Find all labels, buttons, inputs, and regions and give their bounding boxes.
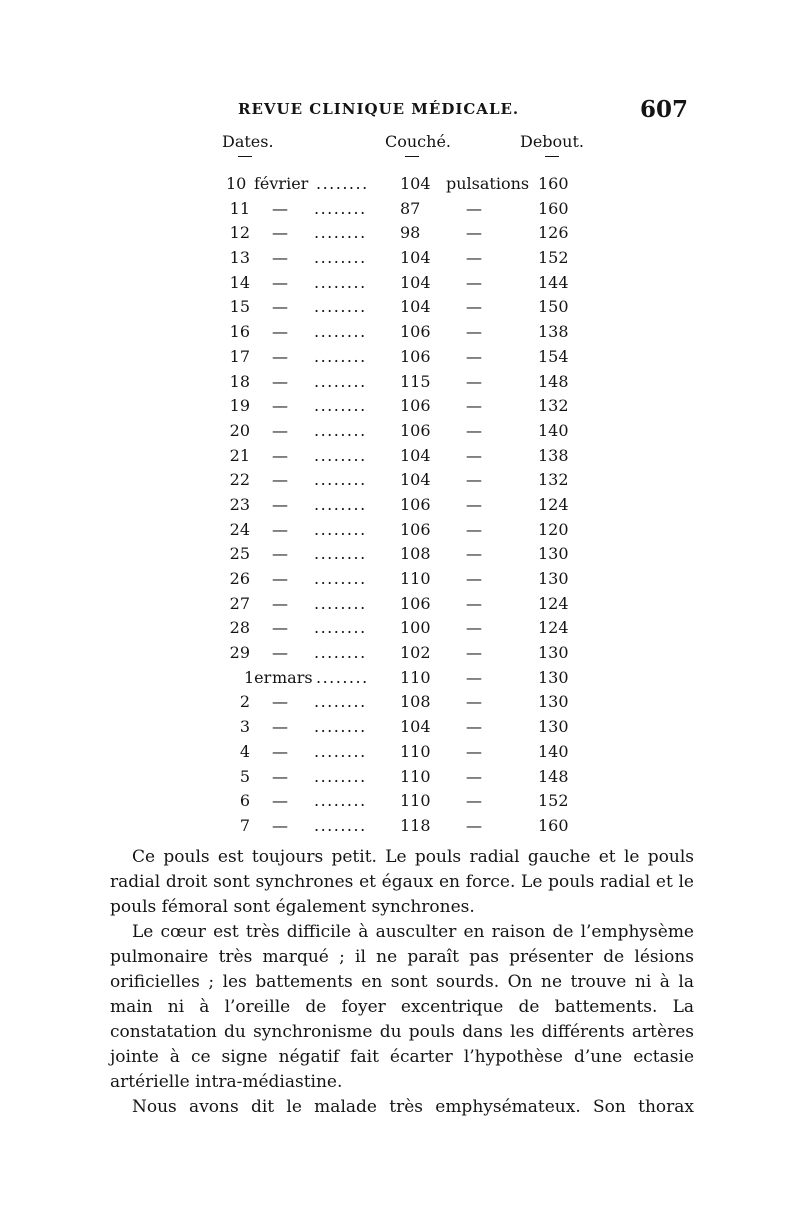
ditto-mark: — <box>466 717 482 737</box>
value-couche: 106 <box>400 519 431 539</box>
date-month: février <box>254 174 309 193</box>
table-row <box>0 816 800 841</box>
ditto-mark: — <box>466 741 482 761</box>
ditto-mark: — <box>466 470 482 490</box>
dot-leader: ........ <box>314 396 367 416</box>
ditto-mark: — <box>272 494 288 514</box>
ditto-mark: — <box>272 420 288 440</box>
value-debout: 130 <box>538 667 569 687</box>
ditto-mark: — <box>272 643 288 663</box>
ditto-mark: — <box>272 396 288 416</box>
date-day: 29 <box>229 643 250 663</box>
paragraph: Nous avons dit le malade très emphysémateux. Son thorax <box>132 1097 694 1117</box>
table-row <box>0 692 800 717</box>
table-row <box>0 248 800 273</box>
column-header-debout: Debout. <box>520 132 584 151</box>
date-day: 27 <box>229 593 250 613</box>
date-day: 23 <box>229 494 250 514</box>
table-row <box>0 618 800 643</box>
ditto-mark: — <box>466 272 482 292</box>
value-couche: 104 <box>400 174 431 193</box>
ditto-mark: — <box>272 371 288 391</box>
value-couche: 115 <box>400 371 431 391</box>
date-day: 17 <box>229 346 250 366</box>
value-couche: 106 <box>400 420 431 440</box>
ditto-mark: — <box>466 593 482 613</box>
table-row <box>0 372 800 397</box>
dot-leader: ........ <box>316 667 369 687</box>
ditto-mark: — <box>272 272 288 292</box>
table-row <box>0 520 800 545</box>
ditto-mark: — <box>466 544 482 564</box>
ditto-mark: — <box>466 643 482 663</box>
ditto-mark: — <box>466 791 482 811</box>
header-rule-dates <box>238 156 252 157</box>
dot-leader: ........ <box>314 223 367 243</box>
date-day: 19 <box>229 396 250 416</box>
body-text <box>110 845 694 1120</box>
dot-leader: ........ <box>314 346 367 366</box>
value-debout: 148 <box>538 371 569 391</box>
date-day: 24 <box>229 519 250 539</box>
dot-leader: ........ <box>314 544 367 564</box>
dot-leader: ........ <box>314 445 367 465</box>
value-debout: 130 <box>538 717 569 737</box>
ditto-mark: — <box>466 420 482 440</box>
ditto-mark: — <box>466 569 482 588</box>
value-debout: 150 <box>538 297 569 317</box>
ditto-mark: — <box>466 371 482 391</box>
value-couche: 104 <box>400 297 431 317</box>
ditto-mark: — <box>272 223 288 243</box>
date-day: 13 <box>229 248 250 268</box>
value-couche: 110 <box>400 741 431 761</box>
date-day: 15 <box>229 297 250 317</box>
dot-leader: ........ <box>314 494 367 514</box>
date-day: 26 <box>229 569 250 588</box>
value-couche: 106 <box>400 396 431 416</box>
table-row <box>0 174 800 199</box>
paragraph: Le cœur est très difficile à ausculter en raison de l’emphysème pulmonaire très marqué ; il ne paraît pas présenter de lésions orificielles ; les battements en sont sourds. On ne trouve ni à la main ni à l’oreille de foyer excentrique de battements. La constatation du synchronisme du pouls dans les différents artères jointe à ce signe négatif fait écarter l’hypothèse d’une ectasie artérielle intra-médiastine. <box>110 922 694 1092</box>
paragraph: Ce pouls est toujours petit. Le pouls radial gauche et le pouls radial droit sont synchrones et égaux en force. Le pouls radial et le pouls fémoral sont également synchrones. <box>110 847 694 917</box>
ditto-mark: — <box>272 618 288 638</box>
table-row <box>0 495 800 520</box>
ditto-mark: — <box>272 569 288 588</box>
ditto-mark: — <box>272 322 288 342</box>
value-couche: 104 <box>400 445 431 465</box>
value-debout: 152 <box>538 248 569 268</box>
date-day: 21 <box>229 445 250 465</box>
ditto-mark: — <box>466 198 482 218</box>
dot-leader: ........ <box>314 815 367 835</box>
running-head <box>0 96 800 126</box>
ditto-mark: — <box>272 544 288 564</box>
ditto-mark: — <box>466 494 482 514</box>
ditto-mark: — <box>466 445 482 465</box>
ditto-mark: — <box>466 396 482 416</box>
ditto-mark: — <box>466 519 482 539</box>
table-row <box>0 569 800 594</box>
ditto-mark: — <box>272 297 288 317</box>
ditto-mark: — <box>272 445 288 465</box>
value-debout: 130 <box>538 569 569 588</box>
value-couche: 108 <box>400 544 431 564</box>
header-rule-couche <box>405 156 419 157</box>
value-couche: 100 <box>400 618 431 638</box>
dot-leader: ........ <box>316 174 369 193</box>
column-header-couche: Couché. <box>385 132 451 151</box>
ditto-mark: — <box>272 593 288 613</box>
table-row <box>0 421 800 446</box>
ditto-mark: — <box>272 815 288 835</box>
date-day: 28 <box>229 618 250 638</box>
value-couche: 110 <box>400 766 431 786</box>
value-couche: 98 <box>400 223 421 243</box>
date-day: 12 <box>229 223 250 243</box>
value-couche: 102 <box>400 643 431 663</box>
date-day: 20 <box>229 420 250 440</box>
value-debout: 132 <box>538 396 569 416</box>
table-row <box>0 791 800 816</box>
value-debout: 120 <box>538 519 569 539</box>
running-title: REVUE CLINIQUE MÉDICALE. <box>238 100 520 118</box>
ditto-mark: — <box>272 692 288 712</box>
dot-leader: ........ <box>314 643 367 663</box>
date-day: 18 <box>229 371 250 391</box>
value-couche: 110 <box>400 667 431 687</box>
ditto-mark: — <box>272 248 288 268</box>
value-couche: 106 <box>400 593 431 613</box>
ditto-mark: — <box>466 223 482 243</box>
date-day: 22 <box>229 470 250 490</box>
dot-leader: ........ <box>314 593 367 613</box>
table-row <box>0 643 800 668</box>
ditto-mark: — <box>466 618 482 638</box>
date-day: 14 <box>229 272 250 292</box>
ditto-mark: — <box>272 717 288 737</box>
value-debout: 154 <box>538 346 569 366</box>
dot-leader: ........ <box>314 569 367 588</box>
date-day: 1er <box>244 667 272 687</box>
dot-leader: ........ <box>314 322 367 342</box>
date-day: 4 <box>239 741 250 761</box>
ditto-mark: — <box>466 346 482 366</box>
date-day: 5 <box>239 766 250 786</box>
table-row <box>0 470 800 495</box>
dot-leader: ........ <box>314 519 367 539</box>
value-couche: 104 <box>400 248 431 268</box>
value-couche: 104 <box>400 272 431 292</box>
value-debout: 140 <box>538 420 569 440</box>
table-row <box>0 594 800 619</box>
value-couche: 104 <box>400 717 431 737</box>
table-row <box>0 668 800 693</box>
date-day: 2 <box>239 692 250 712</box>
ditto-mark: — <box>466 322 482 342</box>
table-row <box>0 297 800 322</box>
table-row <box>0 717 800 742</box>
value-couche: 108 <box>400 692 431 712</box>
value-couche: 110 <box>400 791 431 811</box>
dot-leader: ........ <box>314 741 367 761</box>
table-row <box>0 273 800 298</box>
value-debout: 132 <box>538 470 569 490</box>
ditto-mark: — <box>466 248 482 268</box>
value-debout: 138 <box>538 322 569 342</box>
value-couche: 110 <box>400 569 431 588</box>
ditto-mark: — <box>466 297 482 317</box>
dot-leader: ........ <box>314 692 367 712</box>
table-row <box>0 199 800 224</box>
value-debout: 124 <box>538 593 569 613</box>
date-day: 11 <box>229 198 250 218</box>
unit-label: pulsations <box>446 174 530 193</box>
value-couche: 87 <box>400 198 421 218</box>
value-debout: 160 <box>538 174 569 193</box>
ditto-mark: — <box>272 346 288 366</box>
value-couche: 104 <box>400 470 431 490</box>
value-couche: 118 <box>400 815 431 835</box>
ditto-mark: — <box>272 519 288 539</box>
ditto-mark: — <box>466 766 482 786</box>
dot-leader: ........ <box>314 248 367 268</box>
date-day: 6 <box>239 791 250 811</box>
ditto-mark: — <box>466 815 482 835</box>
date-day: 7 <box>239 815 250 835</box>
value-debout: 144 <box>538 272 569 292</box>
dot-leader: ........ <box>314 198 367 218</box>
dot-leader: ........ <box>314 371 367 391</box>
value-debout: 130 <box>538 692 569 712</box>
date-month: mars <box>272 667 313 687</box>
value-debout: 130 <box>538 643 569 663</box>
value-debout: 126 <box>538 223 569 243</box>
ditto-mark: — <box>466 667 482 687</box>
ditto-mark: — <box>466 692 482 712</box>
dot-leader: ........ <box>314 420 367 440</box>
value-debout: 130 <box>538 544 569 564</box>
dot-leader: ........ <box>314 717 367 737</box>
ditto-mark: — <box>272 198 288 218</box>
dot-leader: ........ <box>314 297 367 317</box>
ditto-mark: — <box>272 791 288 811</box>
table-row <box>0 223 800 248</box>
column-header-dates: Dates. <box>222 132 274 151</box>
table-row <box>0 347 800 372</box>
date-day: 16 <box>229 322 250 342</box>
value-couche: 106 <box>400 322 431 342</box>
ditto-mark: — <box>272 741 288 761</box>
date-day: 10 <box>226 174 247 193</box>
value-debout: 124 <box>538 618 569 638</box>
table-row <box>0 396 800 421</box>
table-row <box>0 446 800 471</box>
table-row <box>0 767 800 792</box>
value-debout: 152 <box>538 791 569 811</box>
table-row <box>0 322 800 347</box>
value-debout: 148 <box>538 766 569 786</box>
value-couche: 106 <box>400 494 431 514</box>
dot-leader: ........ <box>314 470 367 490</box>
date-day: 3 <box>239 717 250 737</box>
dot-leader: ........ <box>314 272 367 292</box>
value-couche: 106 <box>400 346 431 366</box>
value-debout: 124 <box>538 494 569 514</box>
table-row <box>0 742 800 767</box>
dot-leader: ........ <box>314 618 367 638</box>
value-debout: 140 <box>538 741 569 761</box>
value-debout: 160 <box>538 815 569 835</box>
pulse-table <box>0 174 800 841</box>
table-row <box>0 544 800 569</box>
header-rule-debout <box>545 156 559 157</box>
date-day: 25 <box>229 544 250 564</box>
ditto-mark: — <box>272 470 288 490</box>
ditto-mark: — <box>272 766 288 786</box>
dot-leader: ........ <box>314 766 367 786</box>
value-debout: 138 <box>538 445 569 465</box>
dot-leader: ........ <box>314 791 367 811</box>
value-debout: 160 <box>538 198 569 218</box>
page-number: 607 <box>640 96 689 123</box>
